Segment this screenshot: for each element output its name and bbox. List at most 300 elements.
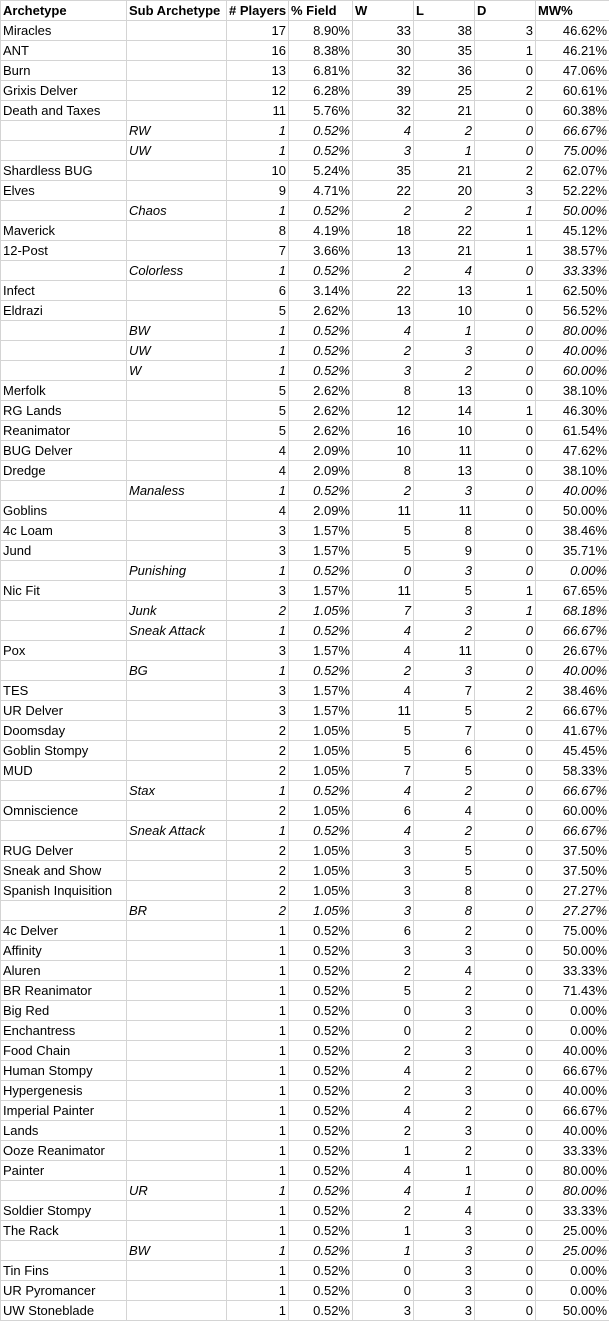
match-win-percent-cell: 37.50% [536, 841, 609, 861]
match-win-percent-cell: 50.00% [536, 501, 609, 521]
wins-cell: 11 [353, 701, 414, 721]
header-players: # Players [227, 1, 289, 21]
match-win-percent-cell: 38.10% [536, 381, 609, 401]
wins-cell: 13 [353, 301, 414, 321]
players-cell: 1 [227, 261, 289, 281]
sub-archetype-cell [127, 1281, 227, 1301]
players-cell: 1 [227, 1201, 289, 1221]
match-win-percent-cell: 67.65% [536, 581, 609, 601]
archetype-cell [1, 821, 127, 841]
archetype-cell: Maverick [1, 221, 127, 241]
wins-cell: 2 [353, 1081, 414, 1101]
losses-cell: 13 [414, 461, 475, 481]
field-percent-cell: 0.52% [289, 201, 353, 221]
wins-cell: 0 [353, 1021, 414, 1041]
archetype-cell [1, 201, 127, 221]
sub-archetype-cell [127, 221, 227, 241]
match-win-percent-cell: 66.67% [536, 821, 609, 841]
draws-cell: 0 [475, 941, 536, 961]
sub-archetype-cell [127, 1121, 227, 1141]
wins-cell: 32 [353, 101, 414, 121]
match-win-percent-cell: 0.00% [536, 1261, 609, 1281]
losses-cell: 3 [414, 481, 475, 501]
draws-cell: 3 [475, 181, 536, 201]
archetype-cell: Tin Fins [1, 1261, 127, 1281]
archetype-cell: Imperial Painter [1, 1101, 127, 1121]
sub-archetype-cell [127, 1141, 227, 1161]
archetype-cell: Shardless BUG [1, 161, 127, 181]
archetype-cell: UR Pyromancer [1, 1281, 127, 1301]
table-row [1, 1221, 609, 1241]
sub-archetype-cell: RW [127, 121, 227, 141]
players-cell: 1 [227, 621, 289, 641]
sub-archetype-cell [127, 61, 227, 81]
field-percent-cell: 0.52% [289, 1181, 353, 1201]
losses-cell: 1 [414, 141, 475, 161]
archetype-cell [1, 561, 127, 581]
sub-archetype-cell [127, 1221, 227, 1241]
table-row [1, 701, 609, 721]
sub-archetype-cell [127, 501, 227, 521]
archetype-cell: UW Stoneblade [1, 1301, 127, 1321]
field-percent-cell: 0.52% [289, 1141, 353, 1161]
draws-cell: 0 [475, 1181, 536, 1201]
match-win-percent-cell: 66.67% [536, 1101, 609, 1121]
draws-cell: 0 [475, 1121, 536, 1141]
draws-cell: 0 [475, 1201, 536, 1221]
wins-cell: 4 [353, 821, 414, 841]
field-percent-cell: 0.52% [289, 1241, 353, 1261]
match-win-percent-cell: 75.00% [536, 921, 609, 941]
archetype-cell: Grixis Delver [1, 81, 127, 101]
losses-cell: 6 [414, 741, 475, 761]
wins-cell: 22 [353, 181, 414, 201]
archetype-cell: Spanish Inquisition [1, 881, 127, 901]
archetype-cell [1, 661, 127, 681]
players-cell: 5 [227, 381, 289, 401]
draws-cell: 0 [475, 1041, 536, 1061]
losses-cell: 25 [414, 81, 475, 101]
sub-archetype-cell [127, 521, 227, 541]
players-cell: 3 [227, 701, 289, 721]
header-wins: W [353, 1, 414, 21]
match-win-percent-cell: 52.22% [536, 181, 609, 201]
sub-archetype-cell [127, 81, 227, 101]
draws-cell: 0 [475, 641, 536, 661]
table-row [1, 401, 609, 421]
field-percent-cell: 0.52% [289, 1101, 353, 1121]
match-win-percent-cell: 33.33% [536, 261, 609, 281]
sub-archetype-cell [127, 681, 227, 701]
players-cell: 1 [227, 341, 289, 361]
field-percent-cell: 0.52% [289, 361, 353, 381]
wins-cell: 6 [353, 801, 414, 821]
match-win-percent-cell: 40.00% [536, 481, 609, 501]
table-row [1, 801, 609, 821]
table-row [1, 921, 609, 941]
match-win-percent-cell: 35.71% [536, 541, 609, 561]
archetype-cell: 12-Post [1, 241, 127, 261]
table-row [1, 681, 609, 701]
table-row [1, 981, 609, 1001]
players-cell: 1 [227, 1121, 289, 1141]
sub-archetype-cell: BG [127, 661, 227, 681]
match-win-percent-cell: 27.27% [536, 881, 609, 901]
sub-archetype-cell [127, 1001, 227, 1021]
losses-cell: 5 [414, 701, 475, 721]
table-row [1, 1201, 609, 1221]
table-row [1, 941, 609, 961]
draws-cell: 0 [475, 321, 536, 341]
wins-cell: 2 [353, 1201, 414, 1221]
table-row [1, 61, 609, 81]
draws-cell: 0 [475, 381, 536, 401]
match-win-percent-cell: 56.52% [536, 301, 609, 321]
sub-archetype-cell [127, 161, 227, 181]
players-cell: 1 [227, 1301, 289, 1321]
losses-cell: 3 [414, 941, 475, 961]
players-cell: 1 [227, 1101, 289, 1121]
sub-archetype-cell: Stax [127, 781, 227, 801]
draws-cell: 0 [475, 861, 536, 881]
field-percent-cell: 8.38% [289, 41, 353, 61]
wins-cell: 1 [353, 1241, 414, 1261]
field-percent-cell: 2.62% [289, 381, 353, 401]
draws-cell: 0 [475, 1241, 536, 1261]
players-cell: 2 [227, 861, 289, 881]
losses-cell: 3 [414, 561, 475, 581]
sub-archetype-cell [127, 841, 227, 861]
match-win-percent-cell: 71.43% [536, 981, 609, 1001]
draws-cell: 0 [475, 881, 536, 901]
sub-archetype-cell [127, 941, 227, 961]
archetype-cell [1, 481, 127, 501]
table-row [1, 1301, 609, 1321]
field-percent-cell: 6.28% [289, 81, 353, 101]
table-row [1, 361, 609, 381]
players-cell: 4 [227, 441, 289, 461]
wins-cell: 8 [353, 461, 414, 481]
losses-cell: 2 [414, 981, 475, 1001]
losses-cell: 22 [414, 221, 475, 241]
losses-cell: 4 [414, 261, 475, 281]
archetype-cell: Painter [1, 1161, 127, 1181]
wins-cell: 32 [353, 61, 414, 81]
header-field-percent: % Field [289, 1, 353, 21]
table-row [1, 1261, 609, 1281]
match-win-percent-cell: 66.67% [536, 1061, 609, 1081]
losses-cell: 3 [414, 1041, 475, 1061]
wins-cell: 4 [353, 681, 414, 701]
players-cell: 1 [227, 1061, 289, 1081]
archetype-cell: Elves [1, 181, 127, 201]
wins-cell: 4 [353, 1161, 414, 1181]
field-percent-cell: 5.76% [289, 101, 353, 121]
field-percent-cell: 2.62% [289, 401, 353, 421]
players-cell: 17 [227, 21, 289, 41]
field-percent-cell: 2.62% [289, 301, 353, 321]
table-row [1, 861, 609, 881]
players-cell: 1 [227, 1181, 289, 1201]
wins-cell: 4 [353, 1101, 414, 1121]
table-row [1, 561, 609, 581]
sub-archetype-cell [127, 41, 227, 61]
sub-archetype-cell [127, 301, 227, 321]
players-cell: 1 [227, 361, 289, 381]
table-row [1, 761, 609, 781]
match-win-percent-cell: 66.67% [536, 781, 609, 801]
table-row [1, 1181, 609, 1201]
match-win-percent-cell: 26.67% [536, 641, 609, 661]
players-cell: 4 [227, 501, 289, 521]
players-cell: 13 [227, 61, 289, 81]
wins-cell: 5 [353, 521, 414, 541]
archetype-cell: Jund [1, 541, 127, 561]
losses-cell: 2 [414, 121, 475, 141]
players-cell: 3 [227, 681, 289, 701]
losses-cell: 4 [414, 801, 475, 821]
wins-cell: 2 [353, 1041, 414, 1061]
sub-archetype-cell [127, 921, 227, 941]
archetype-cell: Omniscience [1, 801, 127, 821]
losses-cell: 13 [414, 381, 475, 401]
table-row [1, 1241, 609, 1261]
field-percent-cell: 3.66% [289, 241, 353, 261]
table-row [1, 581, 609, 601]
draws-cell: 0 [475, 541, 536, 561]
wins-cell: 1 [353, 1221, 414, 1241]
sub-archetype-cell: BW [127, 321, 227, 341]
match-win-percent-cell: 25.00% [536, 1241, 609, 1261]
sub-archetype-cell [127, 1021, 227, 1041]
field-percent-cell: 1.05% [289, 861, 353, 881]
table-row [1, 661, 609, 681]
wins-cell: 2 [353, 201, 414, 221]
field-percent-cell: 0.52% [289, 481, 353, 501]
match-win-percent-cell: 66.67% [536, 621, 609, 641]
sub-archetype-cell: UR [127, 1181, 227, 1201]
archetype-cell [1, 601, 127, 621]
losses-cell: 2 [414, 821, 475, 841]
match-win-percent-cell: 38.10% [536, 461, 609, 481]
table-row [1, 261, 609, 281]
header-match-win-percent: MW% [536, 1, 609, 21]
match-win-percent-cell: 40.00% [536, 661, 609, 681]
losses-cell: 5 [414, 761, 475, 781]
field-percent-cell: 1.05% [289, 761, 353, 781]
archetype-cell [1, 361, 127, 381]
wins-cell: 3 [353, 901, 414, 921]
sub-archetype-cell [127, 1041, 227, 1061]
players-cell: 2 [227, 761, 289, 781]
wins-cell: 0 [353, 561, 414, 581]
match-win-percent-cell: 0.00% [536, 1281, 609, 1301]
table-row [1, 141, 609, 161]
field-percent-cell: 5.24% [289, 161, 353, 181]
table-row [1, 241, 609, 261]
losses-cell: 2 [414, 1021, 475, 1041]
draws-cell: 0 [475, 301, 536, 321]
archetype-cell: RUG Delver [1, 841, 127, 861]
table-row [1, 341, 609, 361]
wins-cell: 2 [353, 341, 414, 361]
wins-cell: 18 [353, 221, 414, 241]
sub-archetype-cell [127, 761, 227, 781]
losses-cell: 38 [414, 21, 475, 41]
draws-cell: 1 [475, 281, 536, 301]
wins-cell: 4 [353, 621, 414, 641]
players-cell: 1 [227, 1141, 289, 1161]
players-cell: 2 [227, 901, 289, 921]
sub-archetype-cell [127, 101, 227, 121]
wins-cell: 3 [353, 141, 414, 161]
draws-cell: 0 [475, 1001, 536, 1021]
table-row [1, 901, 609, 921]
losses-cell: 11 [414, 441, 475, 461]
losses-cell: 3 [414, 1261, 475, 1281]
draws-cell: 0 [475, 101, 536, 121]
players-cell: 1 [227, 1241, 289, 1261]
draws-cell: 2 [475, 161, 536, 181]
field-percent-cell: 1.57% [289, 701, 353, 721]
archetype-cell [1, 1241, 127, 1261]
sub-archetype-cell: BR [127, 901, 227, 921]
draws-cell: 0 [475, 761, 536, 781]
losses-cell: 11 [414, 641, 475, 661]
players-cell: 1 [227, 1021, 289, 1041]
players-cell: 1 [227, 941, 289, 961]
draws-cell: 0 [475, 1281, 536, 1301]
losses-cell: 36 [414, 61, 475, 81]
match-win-percent-cell: 66.67% [536, 701, 609, 721]
table-row [1, 441, 609, 461]
wins-cell: 5 [353, 541, 414, 561]
field-percent-cell: 2.09% [289, 441, 353, 461]
archetype-cell [1, 901, 127, 921]
draws-cell: 0 [475, 821, 536, 841]
losses-cell: 3 [414, 1301, 475, 1321]
table-row [1, 201, 609, 221]
losses-cell: 3 [414, 661, 475, 681]
losses-cell: 2 [414, 921, 475, 941]
losses-cell: 3 [414, 1081, 475, 1101]
wins-cell: 10 [353, 441, 414, 461]
match-win-percent-cell: 38.57% [536, 241, 609, 261]
field-percent-cell: 1.05% [289, 841, 353, 861]
sub-archetype-cell [127, 581, 227, 601]
draws-cell: 0 [475, 561, 536, 581]
field-percent-cell: 1.05% [289, 801, 353, 821]
wins-cell: 2 [353, 1121, 414, 1141]
draws-cell: 2 [475, 701, 536, 721]
match-win-percent-cell: 60.61% [536, 81, 609, 101]
losses-cell: 2 [414, 1141, 475, 1161]
sub-archetype-cell [127, 861, 227, 881]
table-row [1, 1041, 609, 1061]
sub-archetype-cell [127, 541, 227, 561]
archetype-cell [1, 781, 127, 801]
draws-cell: 0 [475, 721, 536, 741]
losses-cell: 2 [414, 201, 475, 221]
draws-cell: 1 [475, 201, 536, 221]
draws-cell: 0 [475, 501, 536, 521]
sub-archetype-cell: W [127, 361, 227, 381]
match-win-percent-cell: 0.00% [536, 1021, 609, 1041]
archetype-cell: UR Delver [1, 701, 127, 721]
header-row [1, 1, 609, 21]
field-percent-cell: 2.62% [289, 421, 353, 441]
field-percent-cell: 1.05% [289, 901, 353, 921]
match-win-percent-cell: 58.33% [536, 761, 609, 781]
sub-archetype-cell [127, 1201, 227, 1221]
table-row [1, 721, 609, 741]
draws-cell: 1 [475, 581, 536, 601]
sub-archetype-cell [127, 1301, 227, 1321]
wins-cell: 2 [353, 961, 414, 981]
sub-archetype-cell [127, 1061, 227, 1081]
draws-cell: 0 [475, 341, 536, 361]
sub-archetype-cell: BW [127, 1241, 227, 1261]
match-win-percent-cell: 33.33% [536, 1141, 609, 1161]
table-row [1, 461, 609, 481]
losses-cell: 8 [414, 901, 475, 921]
players-cell: 2 [227, 601, 289, 621]
match-win-percent-cell: 27.27% [536, 901, 609, 921]
losses-cell: 3 [414, 1281, 475, 1301]
archetype-cell: Goblin Stompy [1, 741, 127, 761]
table-row [1, 1061, 609, 1081]
table-row [1, 1021, 609, 1041]
archetype-cell: Ooze Reanimator [1, 1141, 127, 1161]
players-cell: 3 [227, 581, 289, 601]
wins-cell: 3 [353, 1301, 414, 1321]
wins-cell: 5 [353, 981, 414, 1001]
wins-cell: 33 [353, 21, 414, 41]
match-win-percent-cell: 50.00% [536, 1301, 609, 1321]
archetype-cell: Big Red [1, 1001, 127, 1021]
archetype-cell: 4c Loam [1, 521, 127, 541]
archetype-cell [1, 261, 127, 281]
match-win-percent-cell: 46.21% [536, 41, 609, 61]
draws-cell: 1 [475, 401, 536, 421]
field-percent-cell: 1.57% [289, 581, 353, 601]
field-percent-cell: 4.19% [289, 221, 353, 241]
field-percent-cell: 0.52% [289, 1261, 353, 1281]
field-percent-cell: 0.52% [289, 1021, 353, 1041]
players-cell: 1 [227, 1001, 289, 1021]
losses-cell: 2 [414, 621, 475, 641]
table-row [1, 1281, 609, 1301]
archetype-cell: Aluren [1, 961, 127, 981]
players-cell: 1 [227, 201, 289, 221]
match-win-percent-cell: 60.00% [536, 361, 609, 381]
players-cell: 1 [227, 481, 289, 501]
wins-cell: 12 [353, 401, 414, 421]
archetype-cell [1, 121, 127, 141]
archetype-cell: ANT [1, 41, 127, 61]
wins-cell: 2 [353, 261, 414, 281]
table-row [1, 961, 609, 981]
match-win-percent-cell: 25.00% [536, 1221, 609, 1241]
match-win-percent-cell: 0.00% [536, 1001, 609, 1021]
archetype-cell: Burn [1, 61, 127, 81]
field-percent-cell: 0.52% [289, 1061, 353, 1081]
archetype-cell: Enchantress [1, 1021, 127, 1041]
table-row [1, 121, 609, 141]
field-percent-cell: 1.05% [289, 601, 353, 621]
table-row [1, 1121, 609, 1141]
draws-cell: 0 [475, 921, 536, 941]
